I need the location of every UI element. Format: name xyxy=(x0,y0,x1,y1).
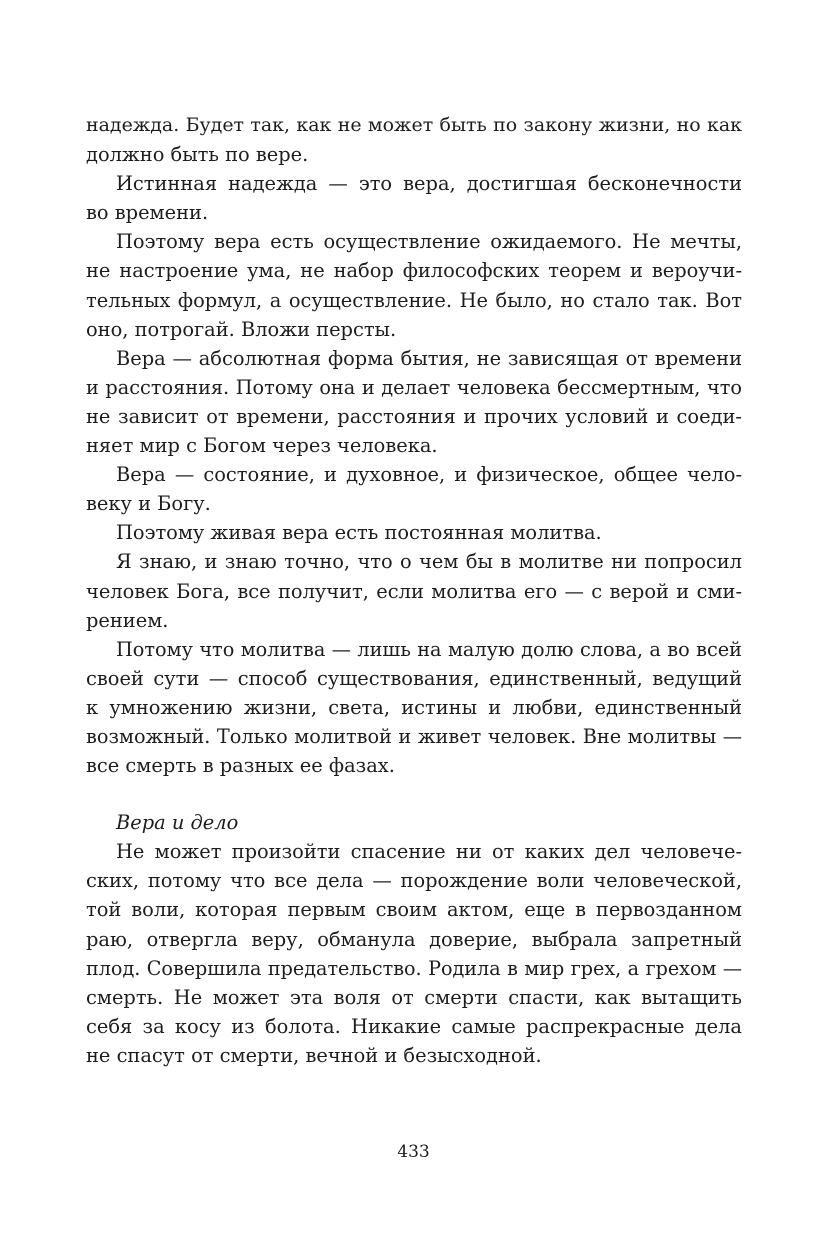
paragraph xyxy=(86,547,742,634)
paragraph xyxy=(86,344,742,460)
paragraph xyxy=(86,635,742,780)
paragraph xyxy=(86,169,742,227)
text-line: веку и Богу. xyxy=(86,492,211,516)
text-line: няет мир с Богом через человека. xyxy=(86,434,438,458)
text-line: все смерть в разных ее фазах. xyxy=(86,754,395,778)
text-line: рением. xyxy=(86,608,169,632)
text-line: и расстояния. Потому она и делает человека бессмертным, что xyxy=(86,375,742,399)
text-line: человек Бога, все получит, если молитва его — с верой и сми- xyxy=(86,579,742,603)
text-line: к умножению жизни, света, истины и любви, единственный xyxy=(86,695,742,719)
text-line: себя за косу из болота. Никакие самые распрекрасные дела xyxy=(86,1014,742,1038)
section-heading: Вера и дело xyxy=(116,811,239,835)
section xyxy=(86,808,742,1070)
text-line: Не может произойти спасение ни от каких дел человече- xyxy=(116,840,742,864)
text-line: Поэтому живая вера есть постоянная молитва. xyxy=(116,521,602,545)
text-line: своей сути — способ существования, единственный, ведущий xyxy=(86,666,742,690)
text-line: оно, потрогай. Вложи персты. xyxy=(86,317,397,341)
text-line: тельных формул, а осуществление. Не было, но стало так. Вот xyxy=(86,288,742,312)
body-text xyxy=(86,111,742,1070)
text-line: Вера — абсолютная форма бытия, не зависящая от времени xyxy=(116,346,742,370)
paragraph xyxy=(86,227,742,343)
text-line: Истинная надежда — это вера, достигшая бесконечности xyxy=(116,172,742,196)
text-line: плод. Совершила предательство. Родила в мир грех, а грехом — xyxy=(86,956,742,980)
text-line: ских, потому что все дела — порождение воли человеческой, xyxy=(86,869,742,893)
page-number: 433 xyxy=(397,1142,430,1162)
text-line: должно быть по вере. xyxy=(86,143,309,167)
paragraph xyxy=(86,518,742,547)
text-line: Я знаю, и знаю точно, что о чем бы в молитве ни попросил xyxy=(116,550,742,574)
text-line: не настроение ума, не набор философских теорем и вероучи- xyxy=(86,259,742,283)
text-line: не зависит от времени, расстояния и прочих условий и соеди- xyxy=(86,404,742,428)
text-line: Вера — состояние, и духовное, и физическое, общее чело- xyxy=(116,463,742,487)
text-line: возможный. Только молитвой и живет человек. Вне молитвы — xyxy=(86,724,742,748)
text-line: Потому что молитва — лишь на малую долю слова, а во всей xyxy=(116,637,742,661)
text-line: не спасут от смерти, вечной и безысходной. xyxy=(86,1043,542,1067)
paragraph xyxy=(86,460,742,518)
text-line: Поэтому вера есть осуществление ожидаемого. Не мечты, xyxy=(116,230,742,254)
text-line: во времени. xyxy=(86,201,209,225)
section-gap xyxy=(86,780,742,808)
paragraph xyxy=(86,111,742,169)
text-line: надежда. Будет так, как не может быть по закону жизни, но как xyxy=(86,114,742,136)
text-line: раю, отвергла веру, обманула доверие, выбрала запретный xyxy=(86,927,742,951)
text-line: смерть. Не может эта воля от смерти спасти, как вытащить xyxy=(86,985,742,1009)
text-line: той воли, которая первым своим актом, еще в первозданном xyxy=(86,898,742,922)
